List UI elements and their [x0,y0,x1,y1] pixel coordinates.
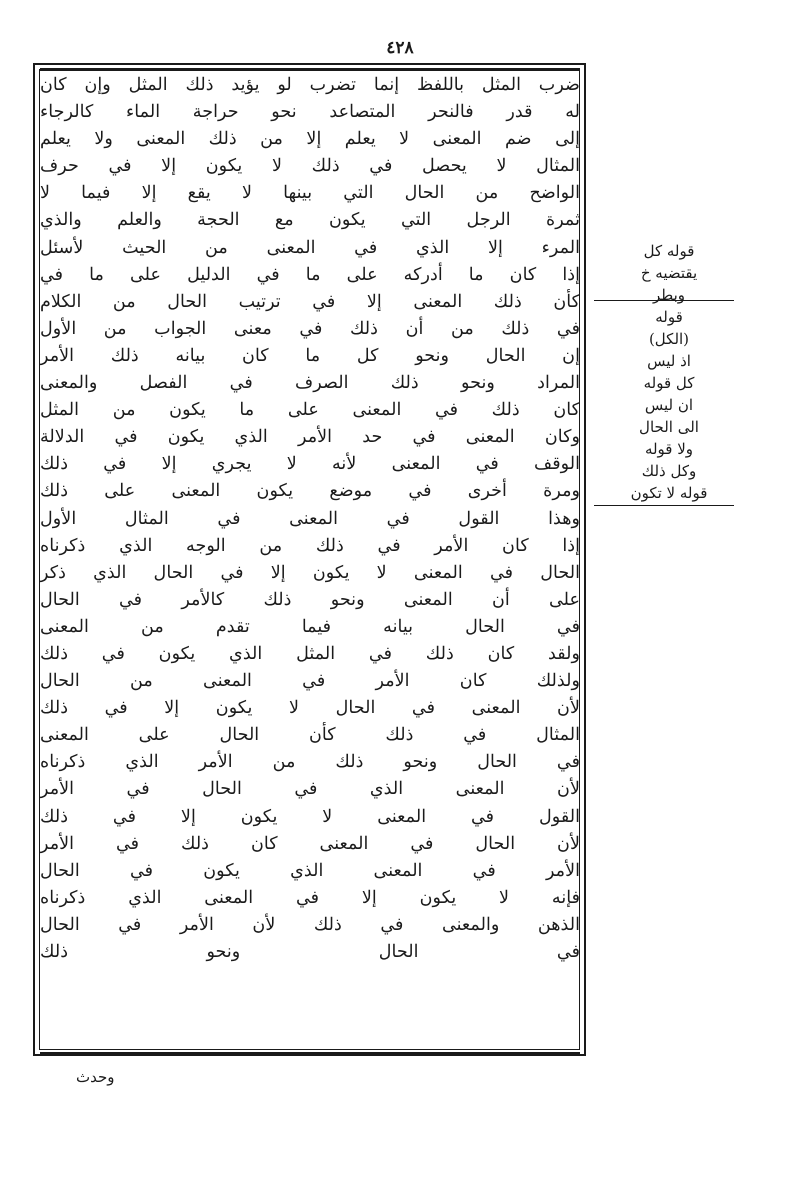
text-line: الوقف في المعنى لأنه لا يجري إلا في ذلك [40,454,580,475]
catchword: وحدث [76,1068,115,1086]
margin-note-line: الى الحال [639,418,699,436]
text-line: القول في المعنى لا يكون إلا في ذلك [40,806,580,827]
margin-rule-bottom [594,505,734,506]
margin-note-line: (الكل) [648,330,690,348]
bottom-rule [40,1052,580,1055]
margin-note-line: كل قوله [643,374,695,392]
text-line: وكان المعنى في حد الأمر الذي يكون في الدلالة [40,427,580,448]
text-line: المثال لا يحصل في ذلك لا يكون إلا في حرف [40,156,580,177]
margin-note-line: قوله كل [643,242,695,260]
margin-note-line: ان ليس [644,396,694,414]
text-line: له قدر فالنحر المتصاعد نحو حراجة الماء كالرجاء [40,102,580,123]
margin-note-line: وبطر [653,286,685,304]
text-line: في الحال بيانه فيما تقدم من المعنى [40,616,580,637]
text-line: ومرة أخرى في موضع يكون المعنى على ذلك [40,481,580,502]
text-line: إذا كان ما أدركه على ما في الدليل على ما في [40,264,580,285]
margin-note-line: وكل ذلك [641,462,697,480]
text-line: إلى ضم المعنى لا يعلم إلا من ذلك المعنى ولا يعلم [40,129,580,150]
text-line: ولقد كان ذلك في المثل الذي يكون في ذلك [40,643,580,664]
text-line: لأن المعنى الذي في الحال في الأمر [40,779,580,800]
text-line: إذا كان الأمر في ذلك من الوجه الذي ذكرناه [40,535,580,556]
text-line: المرء إلا الذي في المعنى من الحيث لأسئل [40,237,580,258]
margin-note-line: ولا قوله [644,440,694,458]
text-line: في ذلك من أن ذلك في معنى الجواب من الأول [40,318,580,339]
top-rule [40,68,580,71]
text-line: الحال في المعنى لا يكون إلا في الحال الذي ذكر [40,562,580,583]
margin-note-line: اذ ليس [647,352,691,370]
text-line: الواضح من الحال التي بينها لا يقع إلا فيما لا [40,183,580,204]
margin-note-line: قوله لا تكون [630,484,708,502]
text-line: في الحال ونحو ذلك [40,942,580,962]
margin-notes [594,240,744,504]
text-line: في الحال ونحو ذلك من الأمر الذي ذكرناه [40,752,580,773]
text-line: المراد ونحو ذلك الصرف في الفصل والمعنى [40,373,580,394]
text-line: وهذا القول في المعنى في المثال الأول [40,508,580,529]
text-line: لأن المعنى في الحال لا يكون إلا في ذلك [40,698,580,719]
text-line: المثال في ذلك كأن الحال على المعنى [40,725,580,746]
text-line: الأمر في المعنى الذي يكون في الحال [40,860,580,881]
text-line: ثمرة الرجل التي يكون مع الحجة والعلم والذي [40,210,580,231]
text-line: لأن الحال في المعنى كان ذلك في الأمر [40,833,580,854]
text-line: إن الحال ونحو كل ما كان بيانه ذلك الأمر [40,345,580,366]
text-line: كأن ذلك المعنى إلا في ترتيب الحال من الكلام [40,291,580,312]
text-line: ولذلك كان الأمر في المعنى من الحال [40,671,580,692]
page-number: ٤٢٨ [386,38,414,58]
text-line: ضرب المثل باللفظ إنما تضرب لو يؤيد ذلك المثل وإن كان [40,75,580,95]
margin-note-line: قوله [655,308,683,326]
text-line: فإنه لا يكون إلا في المعنى الذي ذكرناه [40,887,580,908]
text-line: الذهن والمعنى في ذلك لأن الأمر في الحال [40,914,580,935]
text-line: على أن المعنى ونحو ذلك كالأمر في الحال [40,589,580,610]
main-text [40,72,580,1050]
margin-note-line: يقتضيه خ [640,264,698,282]
text-line: كان ذلك في المعنى على ما يكون من المثل [40,400,580,421]
